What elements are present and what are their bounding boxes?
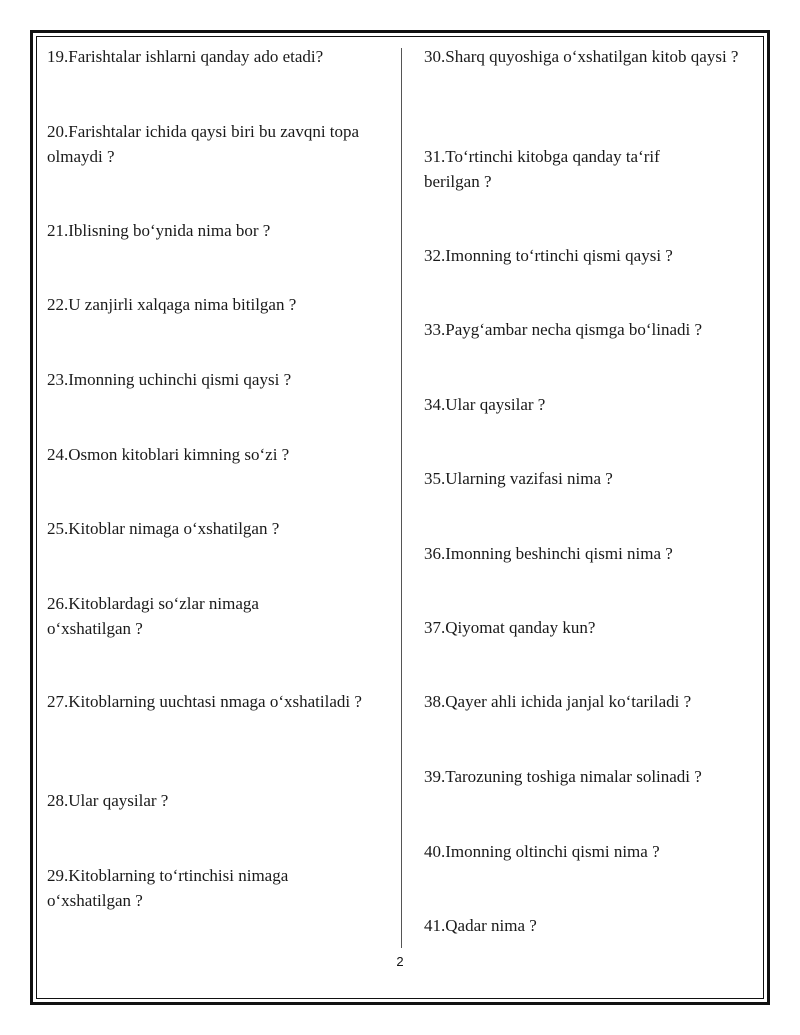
question-19: 19.Farishtalar ishlarni qanday ado etadi? (47, 47, 324, 66)
question-24: 24.Osmon kitoblari kimning so‘zi ? (47, 445, 290, 464)
question-21: 21.Iblisning bo‘ynida nima bor ? (47, 221, 271, 240)
column-divider (401, 48, 402, 948)
question-27: 27.Kitoblarning uuchtasi nmaga o‘xshatiladi ? (47, 692, 362, 711)
question-32: 32.Imonning to‘rtinchi qismi qaysi ? (424, 246, 673, 265)
question-31: 31.To‘rtinchi kitobga qanday ta‘rif berilgan ? (424, 147, 660, 191)
question-30: 30.Sharq quyoshiga o‘xshatilgan kitob qaysi ? (424, 47, 739, 66)
question-28: 28.Ular qaysilar ? (47, 791, 169, 810)
question-20: 20.Farishtalar ichida qaysi biri bu zavqni topa olmaydi ? (47, 122, 360, 166)
question-37: 37.Qiyomat qanday kun? (424, 618, 596, 637)
question-35: 35.Ularning vazifasi nima ? (424, 469, 613, 488)
question-23: 23.Imonning uchinchi qismi qaysi ? (47, 370, 292, 389)
question-29: 29.Kitoblarning to‘rtinchisi nimaga o‘xshatilgan ? (47, 866, 289, 910)
question-26: 26.Kitoblardagi so‘zlar nimaga o‘xshatilgan ? (47, 594, 259, 638)
question-25: 25.Kitoblar nimaga o‘xshatilgan ? (47, 519, 280, 538)
question-34: 34.Ular qaysilar ? (424, 395, 546, 414)
question-22: 22.U zanjirli xalqaga nima bitilgan ? (47, 295, 297, 314)
question-33: 33.Payg‘ambar necha qismga bo‘linadi ? (424, 320, 703, 339)
question-41: 41.Qadar nima ? (424, 916, 537, 935)
question-38: 38.Qayer ahli ichida janjal ko‘tariladi ? (424, 692, 692, 711)
question-40: 40.Imonning oltinchi qismi nima ? (424, 842, 660, 861)
question-36: 36.Imonning beshinchi qismi nima ? (424, 544, 673, 563)
page-number: 2 (396, 954, 404, 969)
question-39: 39.Tarozuning toshiga nimalar solinadi ? (424, 767, 702, 786)
